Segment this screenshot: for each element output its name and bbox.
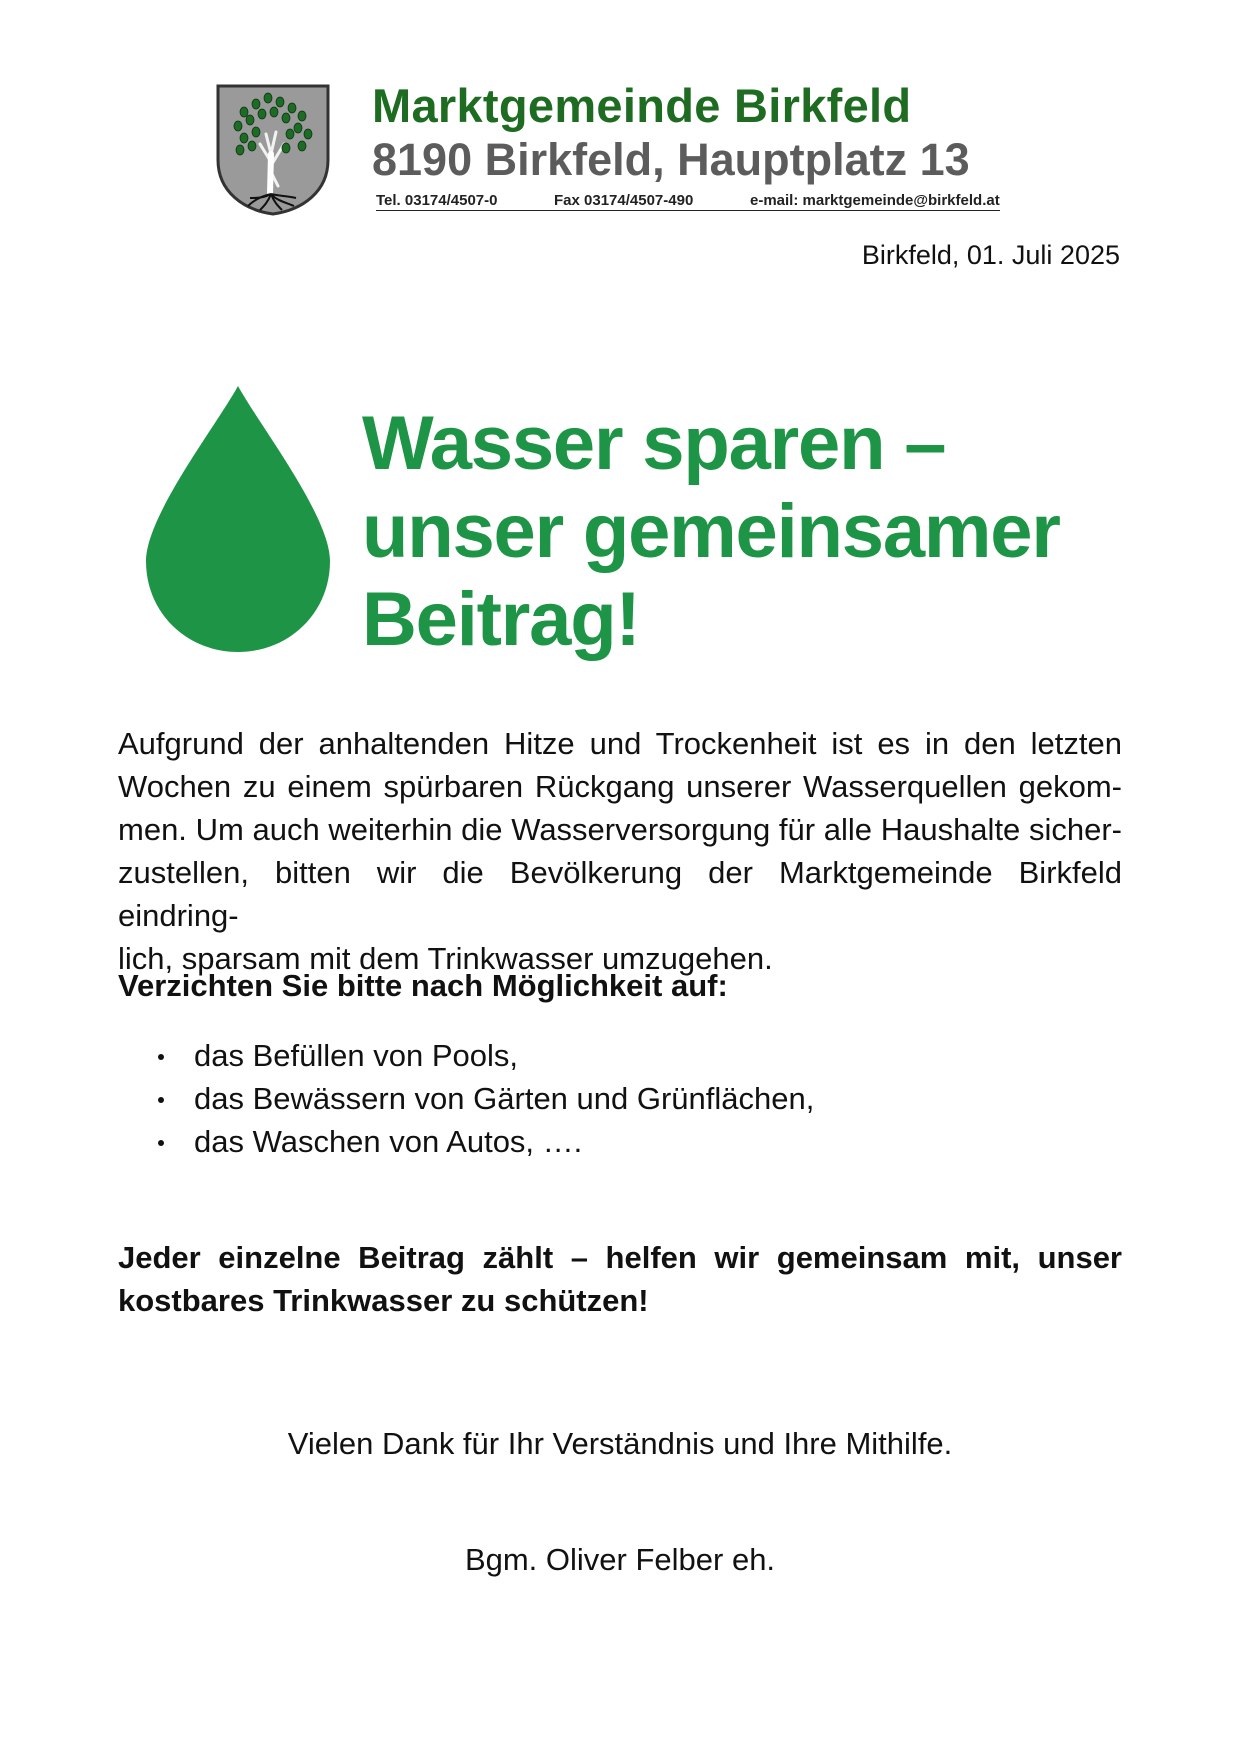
intro-paragraph: [118, 722, 1122, 980]
intro-line: lich, sparsam mit dem Trinkwasser umzugehen.: [118, 941, 773, 976]
contact-line: [376, 192, 1000, 211]
contact-tel: Tel. 03174/4507-0: [376, 192, 498, 209]
headline-line-3: Beitrag!: [362, 577, 640, 662]
water-drop-icon: [146, 386, 330, 652]
intro-line: Aufgrund der anhaltenden Hitze und Trockenheit ist es in den letzten: [118, 726, 1122, 761]
request-lead: Verzichten Sie bitte nach Möglichkeit auf:: [118, 968, 728, 1003]
coat-of-arms-icon: [214, 82, 332, 218]
closing-paragraph: [118, 1236, 1122, 1322]
list-item: das Bewässern von Gärten und Grünflächen,: [158, 1077, 814, 1120]
contact-email[interactable]: e-mail: marktgemeinde@birkfeld.at: [750, 192, 1000, 209]
contact-fax: Fax 03174/4507-490: [554, 192, 694, 209]
list-item: das Waschen von Autos, ….: [158, 1120, 814, 1163]
intro-line: men. Um auch weiterhin die Wasserversorgung für alle Haushalte sicher-: [118, 812, 1122, 847]
document-date: Birkfeld, 01. Juli 2025: [861, 240, 1120, 270]
intro-line: Wochen zu einem spürbaren Rückgang unserer Wasserquellen gekom-: [118, 769, 1122, 804]
closing-line: Jeder einzelne Beitrag zählt – helfen wir gemeinsam mit, unser: [118, 1240, 1122, 1275]
headline-line-1: Wasser sparen –: [362, 401, 946, 486]
list-item: das Befüllen von Pools,: [158, 1034, 814, 1077]
org-name: Marktgemeinde Birkfeld: [372, 79, 912, 132]
headline: [362, 400, 1060, 664]
intro-line: zustellen, bitten wir die Bevölkerung der Marktgemeinde Birkfeld eindring-: [118, 855, 1122, 933]
signature: Bgm. Oliver Felber eh.: [464, 1542, 776, 1577]
closing-line: kostbares Trinkwasser zu schützen!: [118, 1283, 649, 1318]
request-list: [158, 1034, 814, 1163]
headline-line-2: unser gemeinsamer: [362, 489, 1060, 574]
thanks-line: Vielen Dank für Ihr Verständnis und Ihre Mithilfe.: [287, 1426, 953, 1461]
org-address: 8190 Birkfeld, Hauptplatz 13: [372, 134, 970, 185]
